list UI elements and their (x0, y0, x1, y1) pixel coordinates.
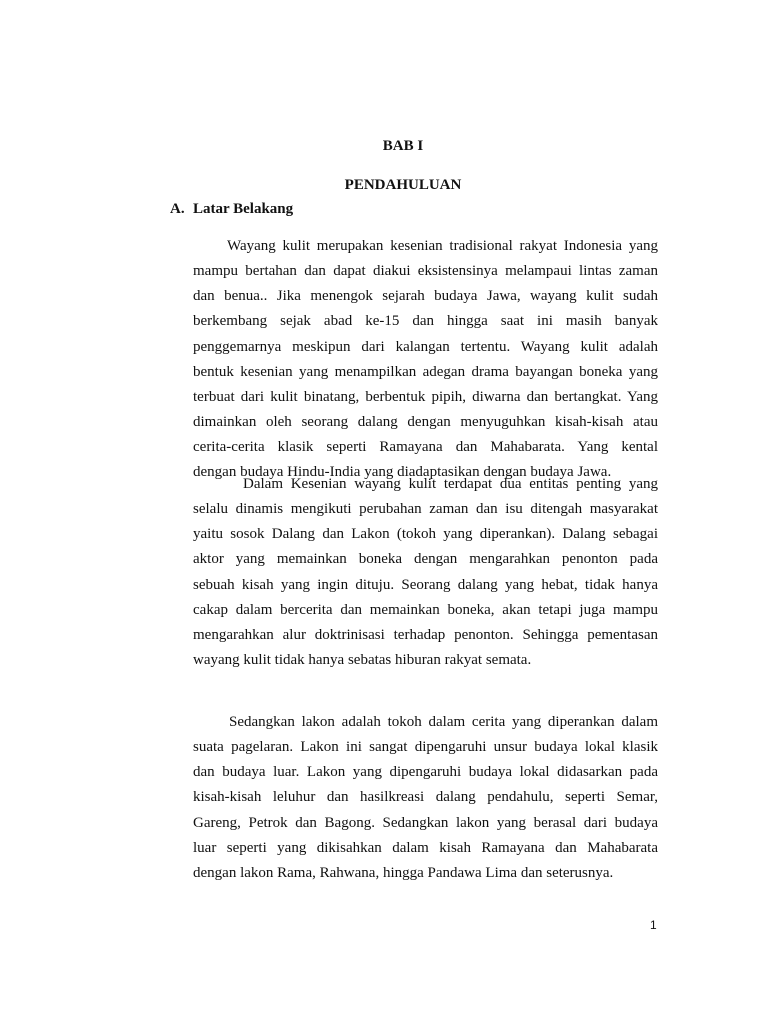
paragraph-line: dan budaya luar. Lakon yang dipengaruhi budaya lokal didasarkan pada (193, 764, 658, 781)
section-number: A. (170, 201, 185, 217)
paragraph-3 (193, 710, 658, 886)
paragraph-line: cakap dalam bercerita dan memainkan boneka, akan tetapi juga mampu (193, 601, 658, 618)
paragraph-line: bentuk kesenian yang menampilkan adegan drama bayangan boneka yang (193, 363, 658, 380)
paragraph-line: mengarahkan alur doktrinisasi terhadap penonton. Sehingga pementasan (193, 626, 658, 643)
paragraph-line: dimainkan oleh seorang dalang dengan menyuguhkan kisah-kisah atau (193, 413, 658, 430)
paragraph-line: Gareng, Petrok dan Bagong. Sedangkan lakon yang berasal dari budaya (193, 814, 658, 831)
paragraph-line: dengan lakon Rama, Rahwana, hingga Pandawa Lima dan seterusnya. (193, 864, 614, 881)
paragraph-line: terbuat dari kulit binatang, berbentuk pipih, diwarna dan bertangkat. Yang (193, 388, 658, 405)
paragraph-line: yaitu sosok Dalang dan Lakon (tokoh yang diperankan). Dalang sebagai (193, 526, 658, 543)
section-heading (170, 200, 293, 218)
section-title: Latar Belakang (193, 201, 294, 217)
paragraph-line: wayang kulit tidak hanya sebatas hiburan rakyat semata. (193, 651, 532, 668)
paragraph-2 (193, 472, 658, 673)
paragraph-line: sebuah kisah yang ingin dituju. Seorang dalang yang hebat, tidak hanya (193, 576, 658, 593)
paragraph-line: penggemarnya meskipun dari kalangan tertentu. Wayang kulit adalah (193, 338, 658, 355)
paragraph-line: luar seperti yang dikisahkan dalam kisah Ramayana dan Mahabarata (193, 839, 658, 856)
paragraph-line: Wayang kulit merupakan kesenian tradisional rakyat Indonesia yang (227, 238, 658, 254)
paragraph-line: cerita-cerita klasik seperti Ramayana dan Mahabarata. Yang kental (193, 439, 658, 456)
chapter-title: PENDAHULUAN (344, 177, 462, 193)
paragraph-line: kisah-kisah leluhur dan hasilkreasi dalang pendahulu, seperti Semar, (193, 789, 658, 806)
page-number: 1 (650, 918, 657, 932)
paragraph-line: mampu bertahan dan dapat diakui eksistensinya melampaui lintas zaman (193, 263, 658, 280)
paragraph-line: berkembang sejak abad ke-15 dan hingga saat ini masih banyak (193, 313, 658, 330)
chapter-label: BAB I (382, 138, 424, 154)
paragraph-line: aktor yang memainkan boneka dengan mengarahkan penonton pada (193, 551, 658, 568)
paragraph-line: Sedangkan lakon adalah tokoh dalam cerita yang diperankan dalam (229, 714, 658, 730)
paragraph-1 (193, 234, 658, 485)
paragraph-line: suata pagelaran. Lakon ini sangat dipengaruhi unsur budaya lokal klasik (193, 739, 658, 756)
paragraph-line: selalu dinamis mengikuti perubahan zaman dan isu ditengah masyarakat (193, 501, 658, 518)
paragraph-line: dengan budaya Hindu-India yang diadaptasikan dengan budaya Jawa. (193, 464, 612, 481)
paragraph-line: dan benua.. Jika menengok sejarah budaya Jawa, wayang kulit sudah (193, 288, 658, 305)
paragraph-line: Dalam Kesenian wayang kulit terdapat dua entitas penting yang (243, 476, 658, 492)
